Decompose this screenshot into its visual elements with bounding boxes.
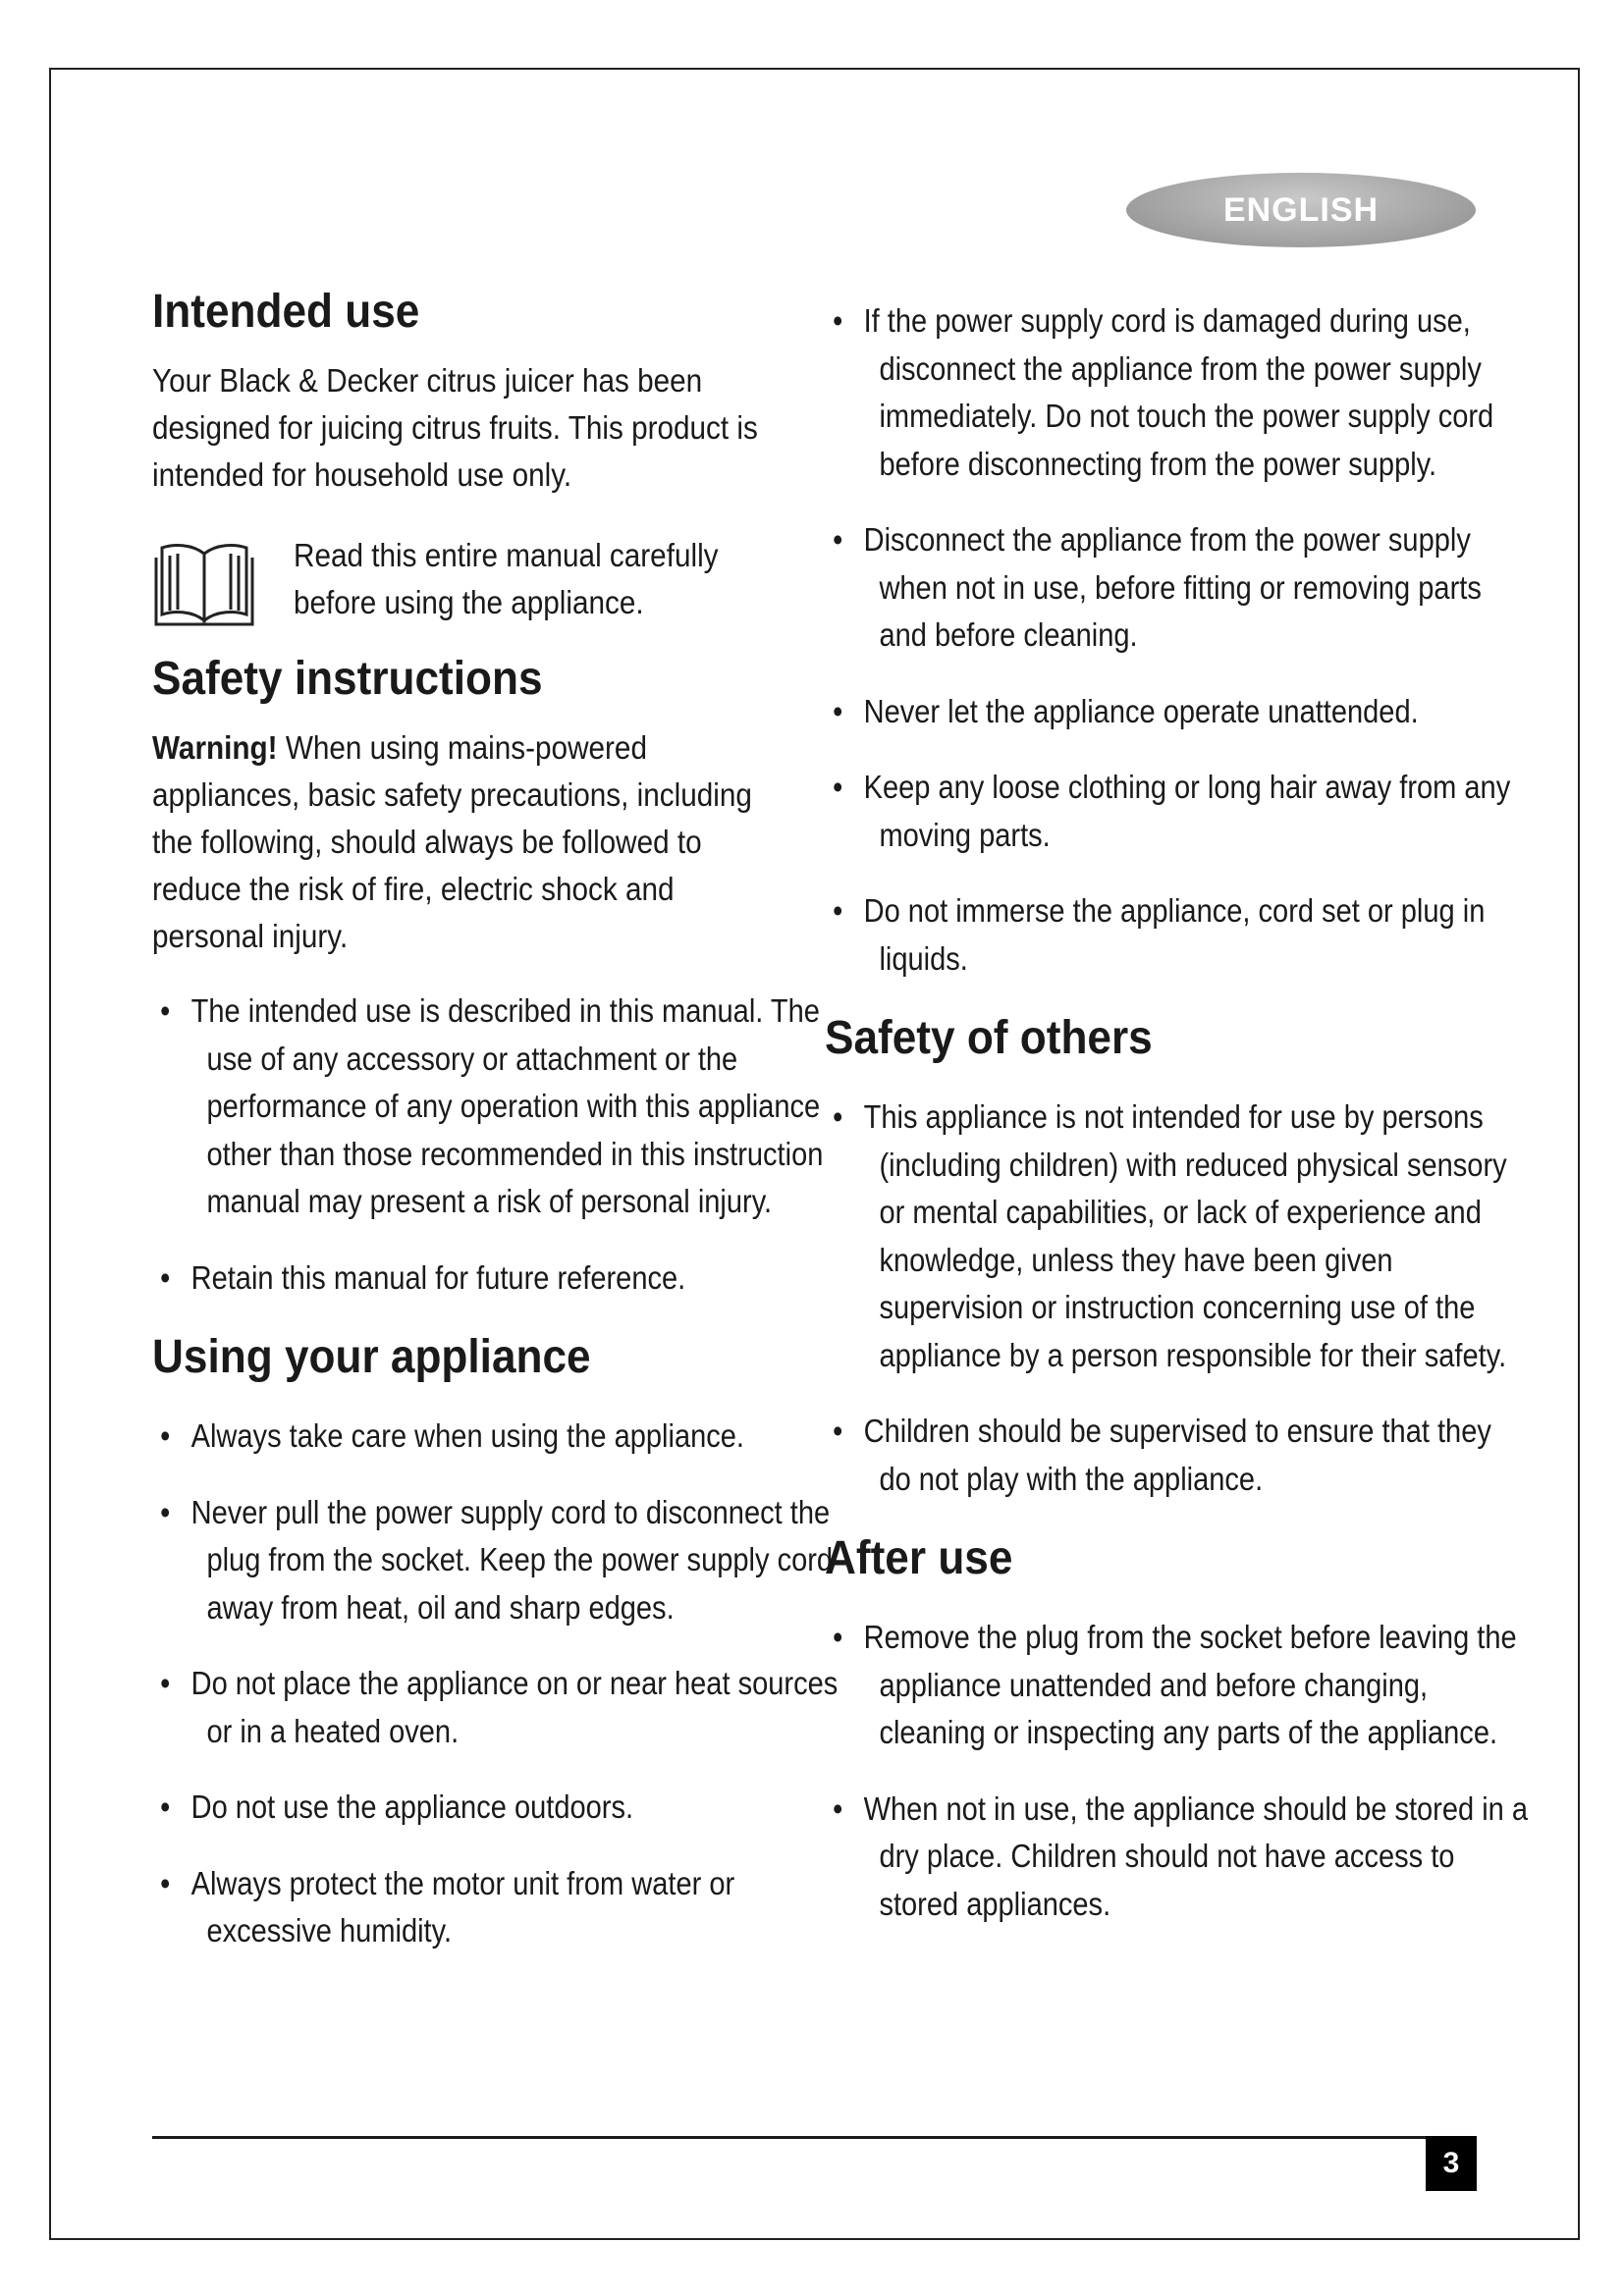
list-item: • Never let the appliance operate unattended.: [825, 688, 1529, 736]
intended-use-body: Your Black & Decker citrus juicer has been designed for juicing citrus fruits. This product is intended for household use only.: [152, 362, 758, 493]
manual-note: [152, 532, 790, 630]
list-item: • When not in use, the appliance should be stored in a dry place. Children should not have access to stored appliances.: [825, 1786, 1529, 1929]
right-column: [825, 297, 1529, 1956]
bullet-dot: •: [160, 1417, 171, 1454]
intended-use-heading: Intended use: [152, 286, 420, 338]
list-item: • Do not immerse the appliance, cord set or plug in liquids.: [825, 887, 1529, 983]
bullet-dot: •: [833, 769, 843, 805]
safety-instructions-continued-list: [825, 297, 1511, 983]
footer-rule: [152, 2136, 1429, 2139]
list-item: • This appliance is not intended for use by persons (including children) with reduced physical sensory or mental capabilities, or lack of experience and knowledge, unless they have been given supervision or instruction concerning use of the appliance by a person responsible for their safety.: [825, 1094, 1529, 1379]
bullet-dot: •: [160, 1665, 171, 1701]
list-item: • Always protect the motor unit from water or excessive humidity.: [152, 1860, 847, 1955]
safety-of-others-list: [825, 1094, 1507, 1503]
safety-instructions-list: [152, 988, 824, 1302]
after-use-heading: After use: [825, 1532, 1013, 1584]
list-item: • Always take care when using the appliance.: [152, 1413, 847, 1461]
list-item: • Retain this manual for future reference.: [152, 1255, 847, 1303]
list-item: • Never pull the power supply cord to disconnect the plug from the socket. Keep the power supply cord away from heat, oil and sharp edges.: [152, 1489, 847, 1632]
after-use-list: [825, 1614, 1529, 1928]
bullet-dot: •: [833, 1098, 843, 1135]
using-appliance-list: [152, 1413, 839, 1955]
language-badge: ENGLISH: [1126, 173, 1476, 247]
list-item: • Children should be supervised to ensure that they do not play with the appliance.: [825, 1408, 1529, 1503]
bullet-dot: •: [160, 1864, 171, 1901]
bullet-dot: •: [833, 1413, 843, 1449]
bullet-dot: •: [833, 692, 843, 729]
bullet-dot: •: [160, 1493, 171, 1530]
list-item: • Disconnect the appliance from the power supply when not in use, before fitting or removing parts and before cleaning.: [825, 516, 1529, 660]
page-number: 3: [1426, 2136, 1477, 2191]
manual-note-text: Read this entire manual carefully before using the appliance.: [294, 537, 719, 620]
bullet-dot: •: [833, 1789, 843, 1827]
list-item: • Keep any loose clothing or long hair away from any moving parts.: [825, 764, 1529, 859]
bullet-dot: •: [160, 1789, 171, 1825]
safety-instructions-heading: Safety instructions: [152, 653, 543, 705]
warning-paragraph: [152, 724, 788, 960]
bullet-dot: •: [160, 992, 171, 1029]
bullet-dot: •: [833, 302, 843, 339]
bullet-dot: •: [160, 1258, 171, 1296]
using-your-appliance-heading: Using your appliance: [152, 1331, 591, 1383]
list-item: • The intended use is described in this manual. The use of any accessory or attachment or the performance of any operation with this appliance other than those recommended in this instruction manual may present a risk of personal injury.: [152, 988, 847, 1226]
bullet-dot: •: [833, 1619, 843, 1655]
list-item: • Do not use the appliance outdoors.: [152, 1784, 847, 1832]
bullet-dot: •: [833, 892, 843, 929]
open-book-icon: [152, 536, 256, 630]
warning-label: Warning!: [152, 729, 278, 766]
safety-of-others-heading: Safety of others: [825, 1012, 1153, 1064]
left-column: [152, 285, 839, 1984]
list-item: • Remove the plug from the socket before leaving the appliance unattended and before changing, cleaning or inspecting any parts of the appliance.: [825, 1614, 1529, 1757]
warning-text: When using mains-powered appliances, basic safety precautions, including the following, should always be followed to reduce the risk of fire, electric shock and personal injury.: [152, 729, 752, 954]
list-item: • Do not place the appliance on or near heat sources or in a heated oven.: [152, 1660, 847, 1755]
bullet-dot: •: [833, 521, 843, 558]
list-item: • If the power supply cord is damaged during use, disconnect the appliance from the power supply immediately. Do not touch the power supply cord before disconnecting from the power supply.: [825, 297, 1529, 488]
